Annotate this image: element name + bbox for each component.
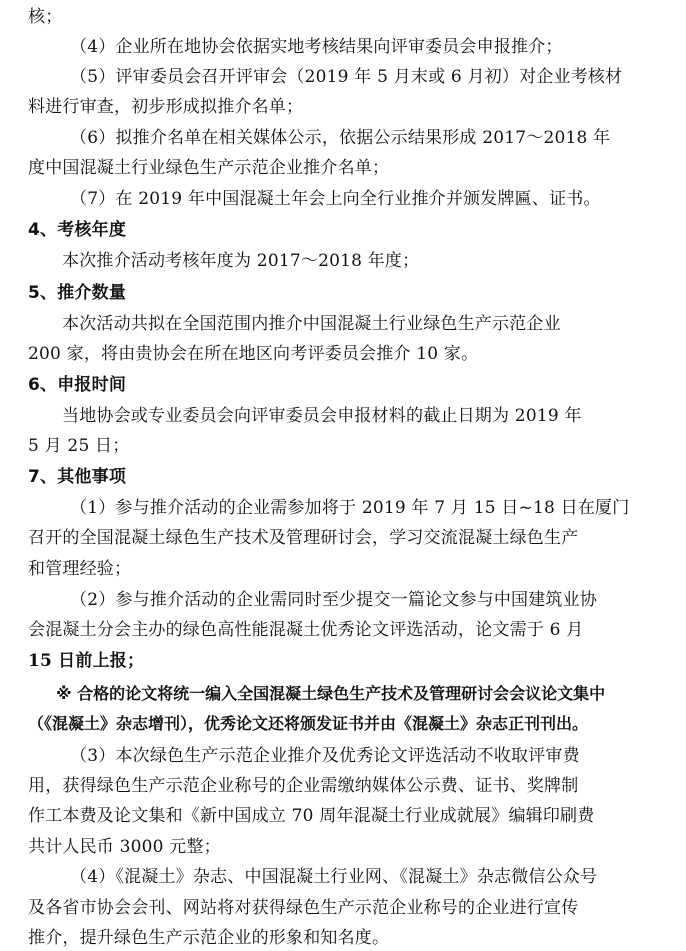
- text-line: （7）在 2019 年中国混凝土年会上向全行业推介并颁发牌匾、证书。: [70, 189, 601, 209]
- text-line: （4）企业所在地协会依据实地考核结果向评审委员会申报推介；: [70, 37, 563, 57]
- text-line: 当地协会或专业委员会向评审委员会申报材料的截止日期为 2019 年: [62, 406, 582, 426]
- text-line: 料进行审查，初步形成拟推介名单；: [28, 97, 304, 117]
- text-line: 200 家，将由贵协会在所在地区向考评委员会推介 10 家。: [28, 344, 479, 364]
- text-line: （5）评审委员会召开评审会（2019 年 5 月末或 6 月初）对企业考核材: [70, 67, 623, 87]
- section-heading: 4、考核年度: [28, 220, 127, 240]
- text-line: 共计人民币 3000 元整；: [28, 837, 221, 857]
- text-line: （4）《混凝土》杂志、中国混凝土行业网、《混凝土》杂志微信公众号: [70, 867, 598, 887]
- section-heading: 7、其他事项: [28, 467, 127, 487]
- text-line: （2）参与推介活动的企业需同时至少提交一篇论文参与中国建筑业协: [70, 590, 598, 610]
- text-line: 5 月 25 日；: [28, 436, 130, 456]
- text-line: 度中国混凝土行业绿色生产示范企业推介名单；: [28, 158, 390, 178]
- text-line: 及各省市协会会刊、网站将对获得绿色生产示范企业称号的企业进行宣传: [28, 898, 579, 918]
- note-line: （《混凝土》杂志增刊），优秀论文还将颁发证书并由《混凝土》杂志正刊刊出。: [28, 714, 589, 733]
- text-line: 和管理经验；: [28, 559, 132, 579]
- text-line: （3）本次绿色生产示范企业推介及优秀论文评选活动不收取评审费: [70, 746, 580, 766]
- text-line: 本次推介活动考核年度为 2017～2018 年度；: [62, 251, 420, 271]
- text-line: 本次活动共拟在全国范围内推介中国混凝土行业绿色生产示范企业: [62, 314, 561, 334]
- text-line: 会混凝土分会主办的绿色高性能混凝土优秀论文评选活动，论文需于 6 月: [28, 620, 584, 640]
- note-line: ※ 合格的论文将统一编入全国混凝土绿色生产技术及管理研讨会会议论文集中: [56, 684, 606, 703]
- text-line: 15 日前上报；: [28, 651, 145, 671]
- text-line: 核；: [28, 7, 63, 27]
- text-line: 用，获得绿色生产示范企业称号的企业需缴纳媒体公示费、证书、奖牌制: [28, 776, 579, 796]
- text-line: （6）拟推介名单在相关媒体公示，依据公示结果形成 2017～2018 年: [70, 128, 611, 148]
- text-line: （1）参与推介活动的企业需参加将于 2019 年 7 月 15 日~18 日在厦门: [70, 498, 630, 518]
- section-heading: 6、申报时间: [28, 375, 127, 395]
- text-line: 推介，提升绿色生产示范企业的形象和知名度。: [28, 928, 390, 948]
- text-line: 作工本费及论文集和《新中国成立 70 周年混凝土行业成就展》编辑印刷费: [28, 806, 595, 826]
- section-heading: 5、推介数量: [28, 283, 127, 303]
- text-line: 召开的全国混凝土绿色生产技术及管理研讨会，学习交流混凝土绿色生产: [28, 528, 579, 548]
